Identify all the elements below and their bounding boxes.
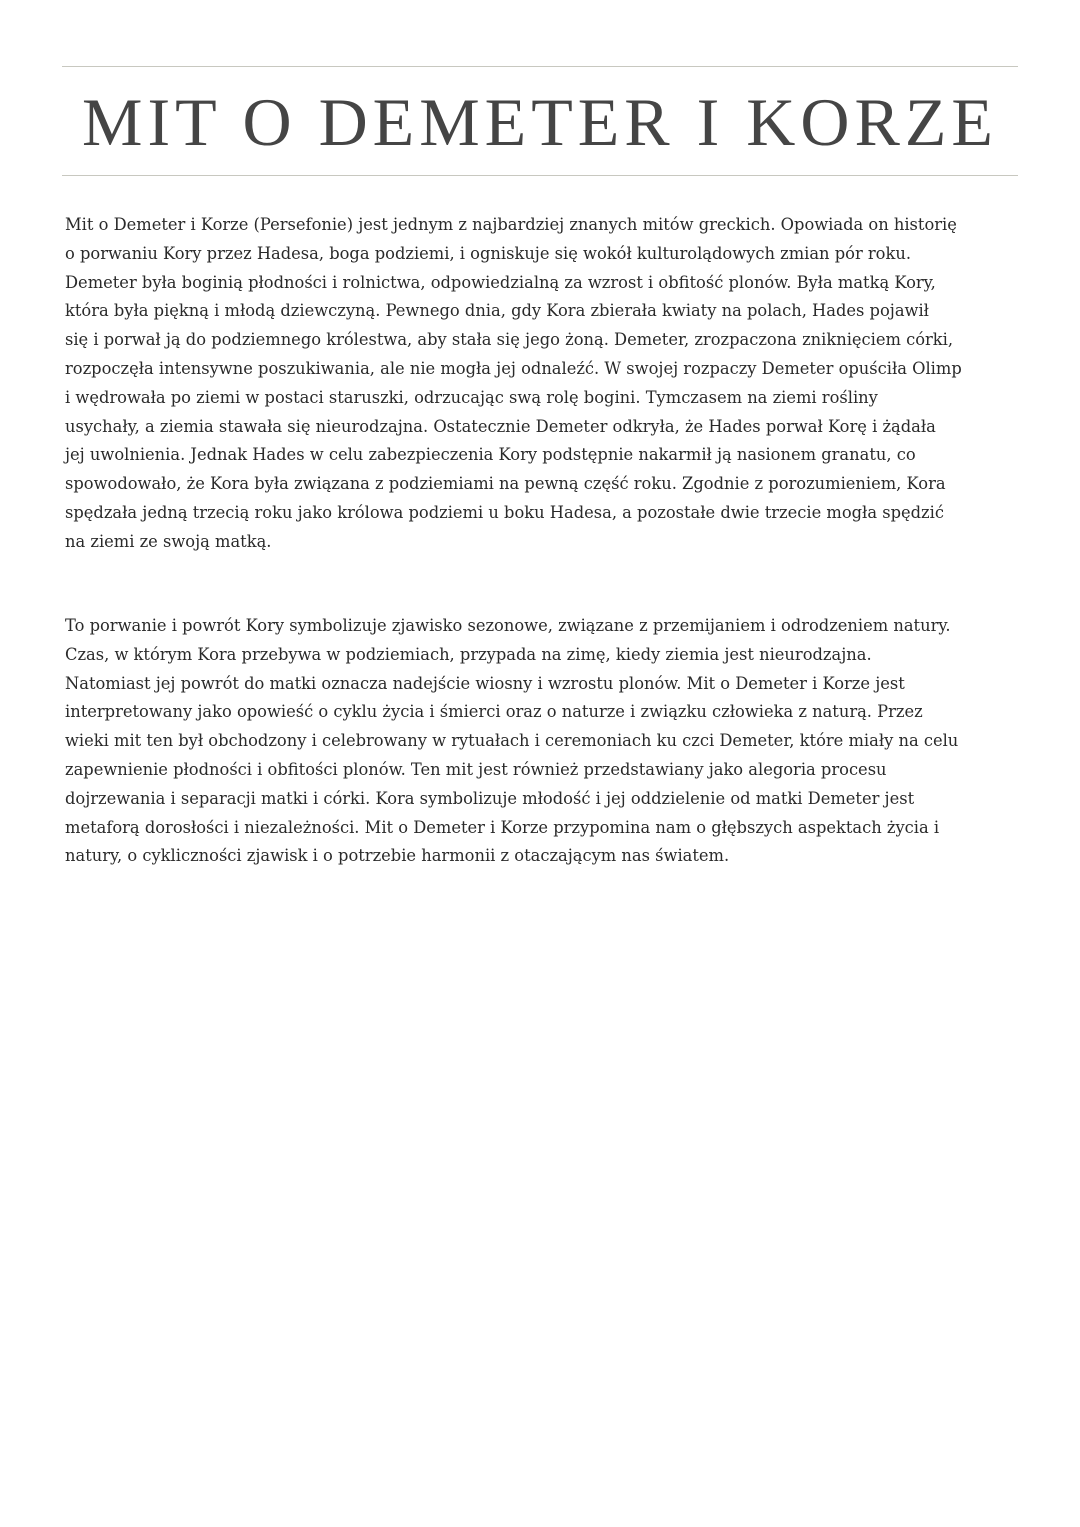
text-line: Demeter była boginią płodności i rolnictwa, odpowiedzialną za wzrost i obfitość plonów. Była matką Kory, <box>65 272 936 292</box>
text-line: natury, o cykliczności zjawisk i o potrzebie harmonii z otaczającym nas światem. <box>65 846 730 866</box>
text-line: spędzała jedną trzecią roku jako królowa podziemi u boku Hadesa, a pozostałe dwie trzecie mogła spędzić <box>65 502 944 522</box>
page-title: MIT O DEMETER I KORZE <box>82 84 998 160</box>
text-line: która była piękną i młodą dziewczyną. Pewnego dnia, gdy Kora zbierała kwiaty na polach, Hades pojawił <box>65 301 929 321</box>
paragraph-1 <box>65 211 1025 557</box>
title-rule-bottom <box>62 175 1018 176</box>
text-line: o porwaniu Kory przez Hadesa, boga podziemi, i ogniskuje się wokół kulturolądowych zmian pór roku. <box>65 243 912 263</box>
text-line: interpretowany jako opowieść o cyklu życia i śmierci oraz o naturze i związku człowieka z naturą. Przez <box>65 702 923 722</box>
text-line: metaforą dorosłości i niezależności. Mit o Demeter i Korze przypomina nam o głębszych aspektach życia i <box>65 817 940 837</box>
text-line: na ziemi ze swoją matką. <box>65 531 272 551</box>
text-line: jej uwolnienia. Jednak Hades w celu zabezpieczenia Kory podstępnie nakarmił ją nasionem granatu, co <box>65 445 916 465</box>
text-line: To porwanie i powrót Kory symbolizuje zjawisko sezonowe, związane z przemijaniem i odrodzeniem natury. <box>65 616 951 635</box>
text-line: dojrzewania i separacji matki i córki. Kora symbolizuje młodość i jej oddzielenie od matki Demeter jest <box>65 788 915 808</box>
text-line: Natomiast jej powrót do matki oznacza nadejście wiosny i wzrostu plonów. Mit o Demeter i Korze jest <box>65 673 905 693</box>
text-line: spowodowało, że Kora była związana z podziemiami na pewną część roku. Zgodnie z porozumieniem, Kora <box>65 474 946 494</box>
text-line: Czas, w którym Kora przebywa w podziemiach, przypada na zimę, kiedy ziemia jest nieurodzajna. <box>65 644 872 664</box>
text-line: usychały, a ziemia stawała się nieurodzajna. Ostatecznie Demeter odkryła, że Hades porwał Korę i żądała <box>65 416 936 436</box>
text-line: wieki mit ten był obchodzony i celebrowany w rytuałach i ceremoniach ku czci Demeter, które miały na celu <box>65 731 959 751</box>
text-line: Mit o Demeter i Korze (Persefonie) jest jednym z najbardziej znanych mitów greckich. Opowiada on historię <box>65 215 957 234</box>
title-rule-top <box>62 66 1018 67</box>
text-line: zapewnienie płodności i obfitości plonów. Ten mit jest również przedstawiany jako alegoria procesu <box>65 759 887 779</box>
text-line: rozpoczęła intensywne poszukiwania, ale nie mogła jej odnaleźć. W swojej rozpaczy Demeter opuściła Olimp <box>65 358 962 378</box>
text-line: i wędrowała po ziemi w postaci staruszki, odrzucając swą rolę bogini. Tymczasem na ziemi rośliny <box>65 387 878 407</box>
paragraph-2 <box>65 612 1025 871</box>
text-line: się i porwał ją do podziemnego królestwa, aby stała się jego żoną. Demeter, zrozpaczona zniknięciem córki, <box>65 330 954 350</box>
